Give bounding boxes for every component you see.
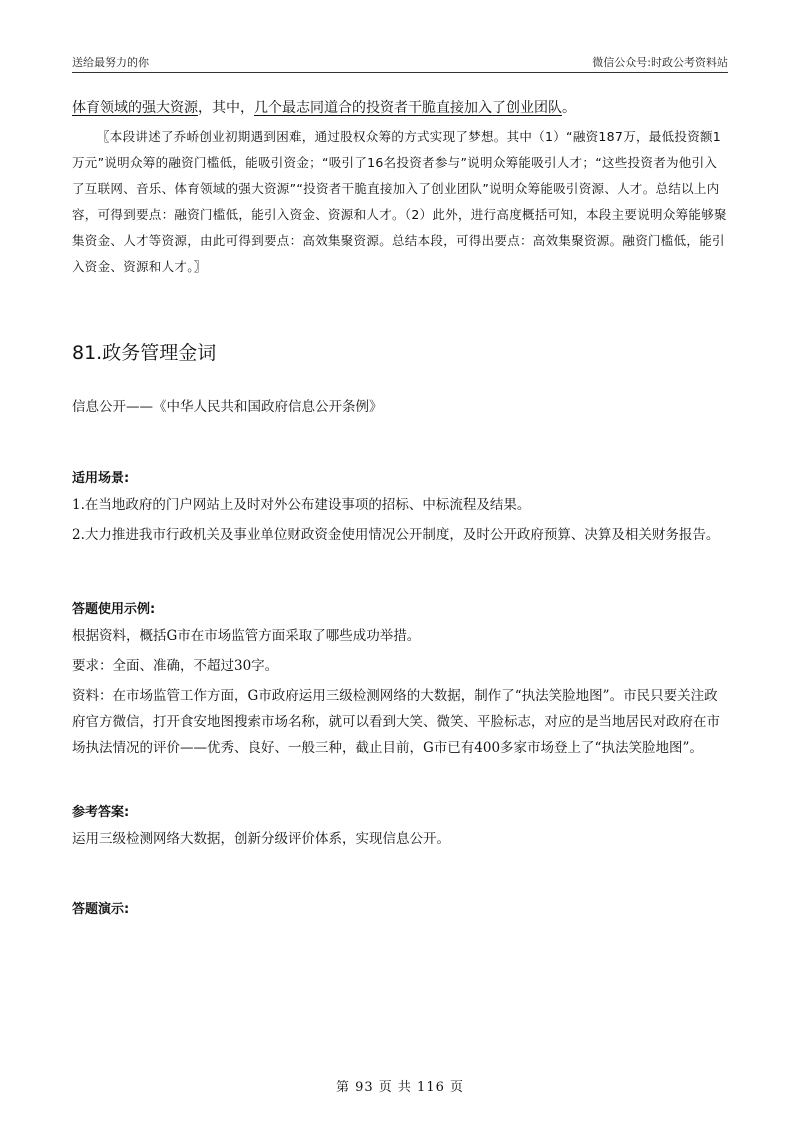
scenario-item-2: 2.大力推进我市行政机关及事业单位财政资金使用情况公开制度，及时公开政府预算、决算及相关财务报告。	[72, 527, 720, 543]
analysis-note: 〖本段讲述了乔峤创业初期遇到困难，通过股权众筹的方式实现了梦想。其中（1）“融资187万，最低投资额1万元”说明众筹的融资门槛低，能吸引资金；“吸引了16名投资者参与”说明众筹能吸引人才；“这些投资者为他引入了互联网、音乐、体育领域的强大资源”“投资者干脆直接加入了创业团队”说明众筹能吸引资源、人才。总结以上内容，可得到要点：融资门槛低，能引入资金、资源和人才。（2）此外，进行高度概括可知，本段主要说明众筹能够聚集资金、人才等资源，由此可得到要点：高效集聚资源。总结本段，可得出要点：高效集聚资源。融资门槛低，能引入资金、资源和人才。〗	[72, 129, 727, 274]
intro-sentence	[72, 96, 728, 120]
example-question: 根据资料，概括G市在市场监管方面采取了哪些成功举措。	[72, 628, 421, 644]
demo-label: 答题演示:	[72, 902, 130, 917]
example-requirement: 要求：全面、准确，不超过30字。	[72, 658, 279, 674]
page-footer: 第 93 页 共 116 页	[335, 1080, 465, 1095]
intro-underlined-c: 几个最志同道合的投资者干脆直接加入了创业团队	[254, 100, 562, 116]
example-material: 资料：在市场监管工作方面，G市政府运用三级检测网络的大数据，制作了“执法笑脸地图”。市民只要关注政府官方微信，打开食安地图搜索市场名称，就可以看到大笑、微笑、平脸标志，对应的是当地居民对政府在市场执法情况的评价——优秀、良好、一般三种，截止目前，G市已有400多家市场登上了“执法笑脸地图”。	[72, 688, 720, 756]
page-content	[72, 96, 728, 917]
section-subtitle: 信息公开——《中华人民共和国政府信息公开条例》	[72, 399, 383, 415]
page-header	[72, 50, 728, 73]
header-slogan: 送给最努力的你	[72, 56, 149, 69]
example-label: 答题使用示例:	[72, 602, 156, 617]
intro-text-d: 。	[562, 100, 576, 116]
scenario-item-1: 1.在当地政府的门户网站上及时对外公布建设事项的招标、中标流程及结果。	[72, 497, 531, 513]
reference-label: 参考答案:	[72, 805, 130, 820]
header-wechat-account: 微信公众号:时政公考资料站	[592, 56, 728, 69]
section-title: 81.政务管理金词	[72, 342, 217, 364]
intro-text-b: ，其中，	[198, 100, 254, 116]
scenario-label: 适用场景:	[72, 471, 130, 486]
reference-answer: 运用三级检测网络大数据，创新分级评价体系，实现信息公开。	[72, 831, 450, 847]
intro-underlined-a: 体育领域的强大资源	[72, 100, 198, 116]
